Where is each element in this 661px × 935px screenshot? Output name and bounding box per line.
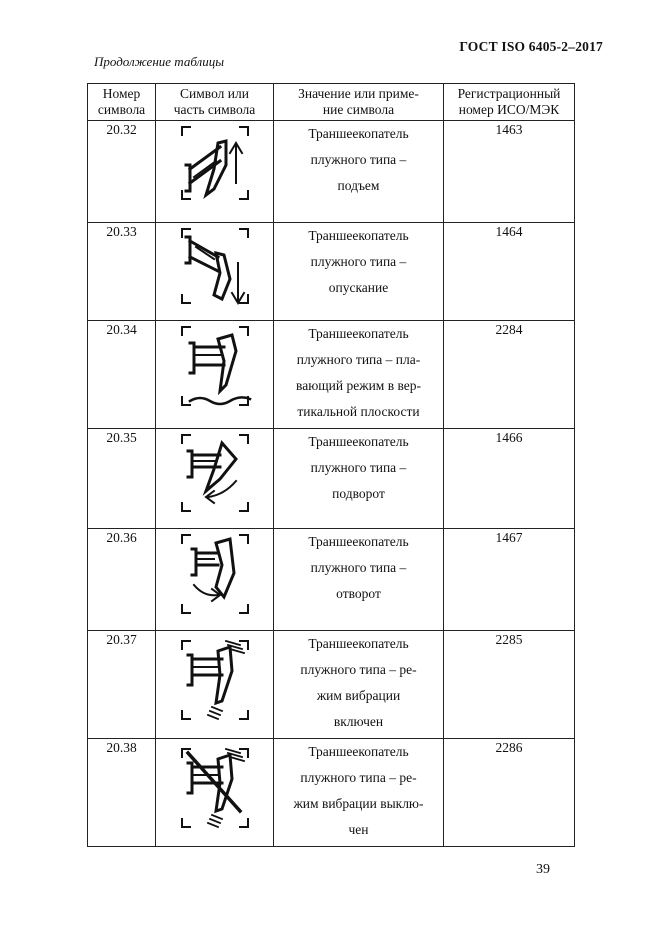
symbol-number: 20.38: [88, 739, 156, 847]
col-header-line: Регистрационный: [457, 85, 561, 101]
meaning-line: Траншеекопатель: [308, 534, 409, 549]
standard-designation: ГОСТ ISO 6405-2–2017: [459, 39, 603, 54]
plough-trencher-vibration-off-icon: [170, 739, 260, 835]
col-header-line: символа: [97, 101, 146, 117]
plough-trencher-lower-icon: [170, 223, 260, 313]
symbol-cell: [156, 739, 274, 847]
table-row: [88, 121, 575, 223]
symbol-meaning: [274, 529, 444, 631]
page-number: 39: [536, 862, 550, 877]
meaning-line: плужного типа –: [310, 152, 407, 167]
col-header-meaning: [274, 84, 444, 121]
plough-trencher-raise-icon: [170, 121, 260, 213]
registration-number: 2284: [444, 321, 575, 429]
symbol-number: 20.35: [88, 429, 156, 529]
meaning-line: Траншеекопатель: [308, 636, 409, 651]
col-header-line: Значение или приме-: [298, 85, 419, 101]
table-row: [88, 321, 575, 429]
table-row: [88, 529, 575, 631]
col-header-line: номер ИСО/МЭК: [458, 101, 560, 117]
meaning-line: тикальной плоскости: [297, 404, 420, 419]
col-header-registration: [444, 84, 575, 121]
table-row: [88, 223, 575, 321]
meaning-line: плужного типа – ре-: [300, 770, 417, 785]
registration-number: 2285: [444, 631, 575, 739]
symbol-number: 20.37: [88, 631, 156, 739]
meaning-line: плужного типа –: [310, 560, 407, 575]
symbols-table: [87, 83, 575, 847]
symbol-number: 20.33: [88, 223, 156, 321]
table-row: [88, 429, 575, 529]
table-header-row: [88, 84, 575, 121]
table-continuation-caption: Продолжение таблицы: [94, 54, 225, 69]
meaning-line: плужного типа –: [310, 460, 407, 475]
plough-trencher-tilt-in-icon: [170, 429, 260, 519]
col-header-symbol: [156, 84, 274, 121]
symbol-cell: [156, 223, 274, 321]
registration-number: 2286: [444, 739, 575, 847]
symbol-meaning: [274, 223, 444, 321]
symbol-meaning: [274, 321, 444, 429]
col-header-line: Номер: [102, 85, 141, 101]
col-header-line: ние символа: [322, 101, 395, 117]
meaning-line: Траншеекопатель: [308, 744, 409, 759]
symbol-number: 20.32: [88, 121, 156, 223]
symbol-meaning: [274, 429, 444, 529]
meaning-line: жим вибрации: [316, 688, 401, 703]
symbol-cell: [156, 529, 274, 631]
col-header-line: часть символа: [173, 101, 256, 117]
col-header-line: Символ или: [180, 85, 249, 101]
meaning-line: чен: [348, 822, 369, 837]
table-row: [88, 739, 575, 847]
plough-trencher-tilt-out-icon: [170, 529, 260, 621]
symbol-number: 20.34: [88, 321, 156, 429]
meaning-line: Траншеекопатель: [308, 228, 409, 243]
meaning-line: включен: [333, 714, 384, 729]
meaning-line: вающий режим в вер-: [296, 378, 421, 393]
meaning-line: Траншеекопатель: [308, 126, 409, 141]
registration-number: 1464: [444, 223, 575, 321]
symbol-meaning: [274, 739, 444, 847]
meaning-line: опускание: [328, 280, 389, 295]
meaning-line: Траншеекопатель: [308, 434, 409, 449]
meaning-line: жим вибрации выклю-: [293, 796, 424, 811]
symbol-cell: [156, 321, 274, 429]
registration-number: 1463: [444, 121, 575, 223]
meaning-line: плужного типа – ре-: [300, 662, 417, 677]
meaning-line: подворот: [332, 486, 385, 501]
meaning-line: Траншеекопатель: [308, 326, 409, 341]
meaning-line: плужного типа – пла-: [296, 352, 421, 367]
symbol-meaning: [274, 631, 444, 739]
symbol-cell: [156, 429, 274, 529]
symbol-meaning: [274, 121, 444, 223]
col-header-number: [88, 84, 156, 121]
symbol-cell: [156, 631, 274, 739]
table-row: [88, 631, 575, 739]
registration-number: 1467: [444, 529, 575, 631]
plough-trencher-float-icon: [170, 321, 260, 419]
meaning-line: отворот: [336, 586, 381, 601]
meaning-line: подъем: [337, 178, 380, 193]
meaning-line: плужного типа –: [310, 254, 407, 269]
symbol-cell: [156, 121, 274, 223]
plough-trencher-vibration-on-icon: [170, 631, 260, 727]
registration-number: 1466: [444, 429, 575, 529]
symbol-number: 20.36: [88, 529, 156, 631]
